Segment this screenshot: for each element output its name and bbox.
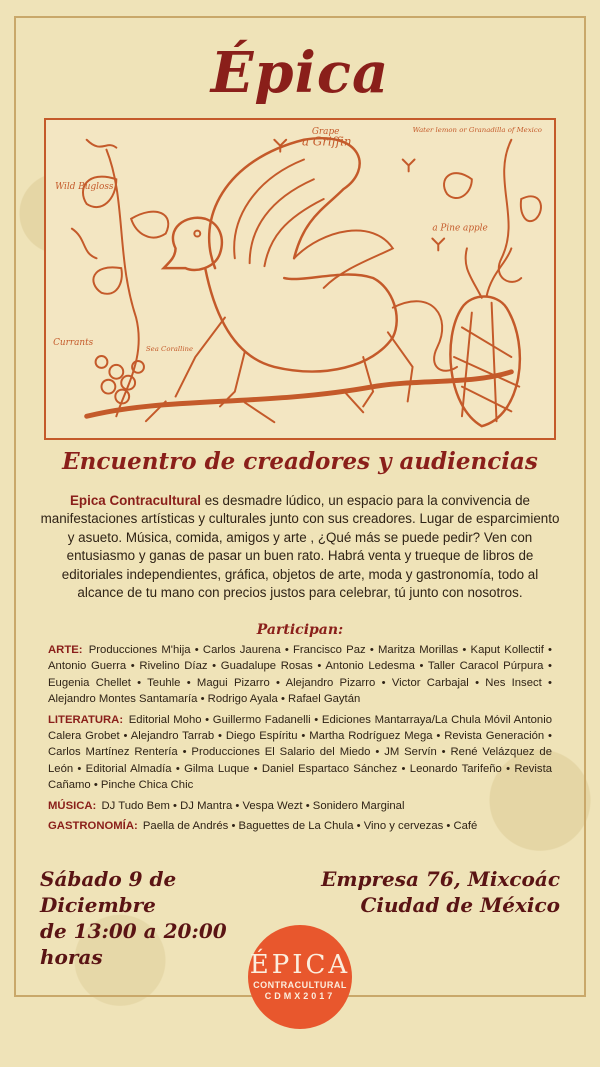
intro-lead: Epica Contracultural xyxy=(70,493,201,508)
lineup-names: Editorial Moho • Guillermo Fadanelli • Ediciones Mantarraya/La Chula Móvil Antonio Calera Grobet • Alejandro Tarrab • Diego Espíritu • Martha Rodríguez Mega • Revista Generación • Carlos Martínez Rentería • Producciones El Salario del Miedo • JM Servín • René Velázquez de León • Editorial Almadía • Gilma Luque • Daniel Espartaco Sánchez • Leonardo Tarifeño • Revista Cañamo • Pinche Chica Chic xyxy=(48,713,552,792)
engraving-label-griffin: a Griffin xyxy=(301,134,352,149)
engraving-label-wild-bugloss: Wild Bugloss xyxy=(55,182,114,193)
lineup-gastronomia xyxy=(48,818,552,834)
event-place-address: Empresa 76, Mixcoác xyxy=(321,867,560,891)
lineup-names: Paella de Andrés • Baguettes de La Chula • Vino y cervezas • Café xyxy=(142,820,478,833)
participants-lineup xyxy=(48,642,552,838)
epica-logo xyxy=(248,925,352,1029)
event-date-day: Sábado 9 de Diciembre xyxy=(40,867,177,917)
lineup-musica xyxy=(48,798,552,814)
logo-main: ÉPICA xyxy=(249,950,351,980)
poster-title: Épica xyxy=(210,40,390,106)
event-place-city: Ciudad de México xyxy=(360,893,560,917)
lineup-category: MÚSICA: xyxy=(48,799,97,812)
engraving-label-grape: Grape xyxy=(311,126,340,137)
participants-heading: Participan: xyxy=(256,622,344,638)
lineup-category: LITERATURA: xyxy=(48,713,124,726)
intro-body: es desmadre lúdico, un espacio para la convivencia de manifestaciones artísticas y culturales junto con sus creadores. Lugar de esparcimiento y asueto. Música, comida, amigos y arte , ¿Qué más se puede pedir? Ven con entusiasmo y ganas de pasar un buen rato. Habrá venta y trueque de libros de editoriales independientes, gráfica, objetos de arte, moda y gastronomía, todo al alcance de tu mano con precios justos para celebrar, tú junto con nosotros. xyxy=(40,493,560,601)
lineup-category: ARTE: xyxy=(48,644,83,656)
engraving-label-currants: Currants xyxy=(53,338,94,349)
lineup-names: DJ Tudo Bem • DJ Mantra • Vespa Wezt • Sonidero Marginal xyxy=(101,799,405,812)
intro-paragraph xyxy=(40,492,560,602)
engraving-label-sea-coralline: Sea Coralline xyxy=(145,345,194,354)
engraving-label-pine-apple: a Pine apple xyxy=(432,223,488,234)
event-date-time: de 13:00 a 20:00 horas xyxy=(40,919,227,969)
lineup-names: Producciones M'hija • Carlos Jaurena • Francisco Paz • Maritza Morillas • Kaput Kollectif • Antonio Guerra • Rivelino Díaz • Guadalupe Rosas • Antonio Ledesma • Taller Caracol Púrpura • Eugenia Chellet • Teuhle • Magui Pizarro • Alejandro Pizarro • Victor Carbajal • Nes Insect • Alejandro Montes Santamaría • Rodrigo Ayala • Rafael Gaytán xyxy=(48,644,553,706)
lineup-arte xyxy=(48,642,552,708)
event-place xyxy=(310,866,560,918)
lineup-literatura xyxy=(48,712,552,794)
engraving-label-water-lemon: Water lemon or Granadilla of Mexico xyxy=(412,125,542,134)
event-subtitle: Encuentro de creadores y audiencias xyxy=(62,448,538,475)
logo-sub: CONTRACULTURAL xyxy=(253,980,347,990)
griffin-illustration-icon xyxy=(46,120,554,438)
griffin-engraving xyxy=(44,118,556,440)
lineup-category: GASTRONOMÍA: xyxy=(48,820,138,833)
logo-year: CDMX2017 xyxy=(264,991,336,1001)
